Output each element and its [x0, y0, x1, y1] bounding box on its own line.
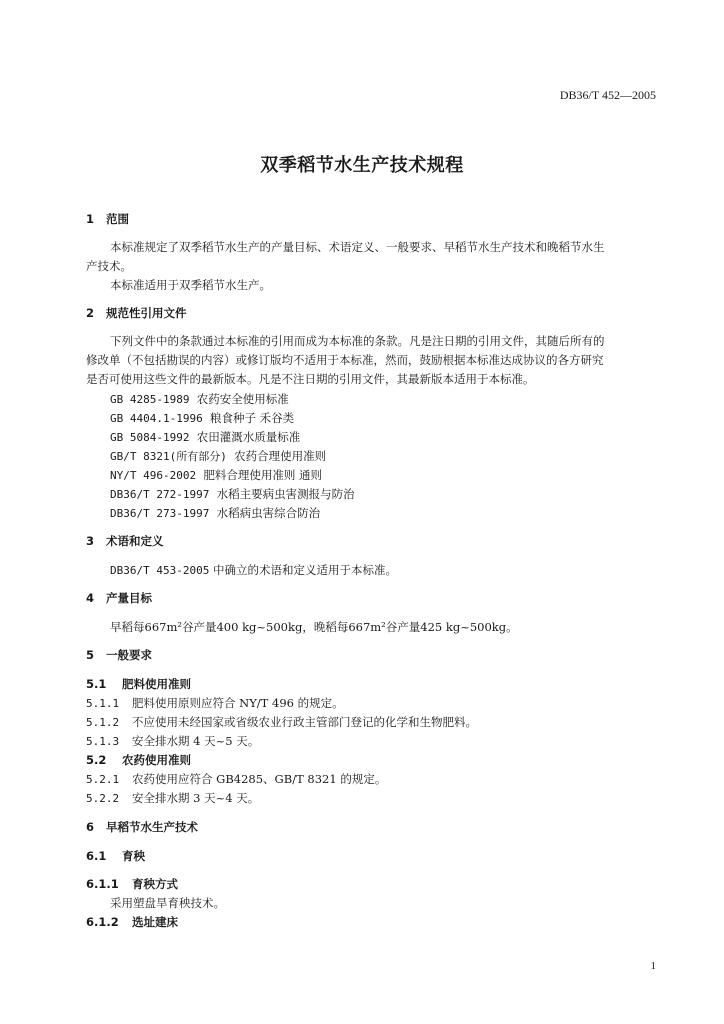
- standard-code: DB36/T 452—2005: [559, 88, 656, 102]
- section-number: 3: [86, 534, 95, 548]
- clause-5-2-1: [86, 772, 386, 787]
- reference-item: [110, 468, 322, 483]
- section-4-paragraph: 早稻每667m²谷产量400 kg~500kg，晚稻每667m²谷产量425 kg~500kg。: [110, 620, 518, 634]
- subsection-5-2-heading: [86, 753, 191, 767]
- reference-name: 肥料合理使用准则 通则: [203, 468, 323, 482]
- clause-6-1-1-heading: [86, 877, 178, 891]
- reference-code: GB 5084-1992: [110, 431, 190, 444]
- section-2-paragraph-line-2: 修改单（不包括勘误的内容）或修订版均不适用于本标准，然而，鼓励根据本标准达成协议的各方研究: [86, 353, 604, 367]
- clause-6-1-2-heading: [86, 915, 178, 929]
- subsection-title: 育秧: [122, 849, 145, 863]
- clause-5-1-2: [86, 715, 477, 730]
- section-2-heading: [86, 306, 187, 320]
- section-title: 早稻节水生产技术: [106, 820, 198, 834]
- reference-item: [110, 392, 289, 407]
- subsection-title: 农药使用准则: [122, 753, 191, 767]
- subsection-number: 6.1: [86, 849, 107, 863]
- section-4-heading: [86, 591, 152, 605]
- section-5-heading: [86, 648, 152, 662]
- clause-title: 育秧方式: [132, 877, 178, 891]
- section-title: 范围: [106, 212, 129, 226]
- reference-item: [110, 411, 294, 426]
- section-3-paragraph: [110, 563, 397, 578]
- clause-text: 安全排水期 4 天~5 天。: [132, 734, 260, 748]
- reference-item: [110, 487, 355, 502]
- subsection-title: 肥料使用准则: [122, 677, 191, 691]
- clause-5-1-3: [86, 734, 259, 749]
- section-number: 2: [86, 306, 95, 320]
- section-1-paragraph-1-line-2: 产技术。: [86, 259, 132, 273]
- clause-5-1-1: [86, 696, 344, 711]
- reference-name: 水稻病虫害综合防治: [216, 506, 321, 520]
- section-number: 1: [86, 212, 95, 226]
- subsection-number: 5.1: [86, 677, 107, 691]
- subsection-6-1-heading: [86, 849, 145, 863]
- paragraph-text: 中确立的术语和定义适用于本标准。: [209, 563, 397, 577]
- section-number: 4: [86, 591, 95, 605]
- reference-code: DB36/T 272-1997: [110, 488, 210, 501]
- clause-5-2-2: [86, 791, 259, 806]
- reference-name: 农田灌溉水质量标准: [196, 430, 301, 444]
- clause-text: 肥料使用原则应符合 NY/T 496 的规定。: [132, 696, 344, 710]
- clause-title: 选址建床: [132, 915, 178, 929]
- clause-number: 5.2.2: [86, 792, 120, 805]
- section-number: 5: [86, 648, 95, 662]
- clause-text: 不应使用未经国家或省级农业行政主管部门登记的化学和生物肥料。: [132, 715, 477, 729]
- reference-code: DB36/T 273-1997: [110, 507, 210, 520]
- clause-text: 安全排水期 3 天~4 天。: [132, 791, 260, 805]
- section-1-paragraph-2: 本标准适用于双季稻节水生产。: [110, 278, 271, 292]
- reference-code: NY/T 496-2002: [110, 469, 197, 482]
- reference-item: [110, 430, 300, 445]
- section-2-paragraph-line-3: 是否可使用这些文件的最新版本。凡是不注日期的引用文件，其最新版本适用于本标准。: [86, 372, 535, 386]
- reference-name: 农药安全使用标准: [196, 392, 289, 406]
- reference-name: 粮食种子 禾谷类: [210, 411, 295, 425]
- reference-item: [110, 506, 320, 521]
- section-title: 一般要求: [106, 648, 152, 662]
- section-2-paragraph-line-1: 下列文件中的条款通过本标准的引用而成为本标准的条款。凡是注日期的引用文件，其随后所有的: [110, 334, 605, 348]
- clause-text: 农药使用应符合 GB4285、GB/T 8321 的规定。: [132, 772, 387, 786]
- section-number: 6: [86, 820, 95, 834]
- standard-reference-code: DB36/T 453-2005: [110, 564, 210, 577]
- clause-number: 5.1.3: [86, 735, 120, 748]
- reference-item: [110, 449, 326, 464]
- subsection-number: 5.2: [86, 753, 107, 767]
- section-1-paragraph-1-line-1: 本标准规定了双季稻节水生产的产量目标、术语定义、一般要求、早稻节水生产技术和晚稻节水生: [110, 240, 605, 254]
- clause-number: 6.1.2: [86, 915, 119, 929]
- reference-name: 水稻主要病虫害测报与防治: [216, 487, 355, 501]
- page-number: 1: [650, 960, 656, 972]
- section-6-heading: [86, 820, 198, 834]
- reference-code: GB/T 8321(所有部分): [110, 450, 227, 463]
- section-3-heading: [86, 534, 164, 548]
- clause-number: 5.1.1: [86, 697, 120, 710]
- reference-name: 农药合理使用准则: [234, 449, 327, 463]
- section-title: 规范性引用文件: [106, 306, 187, 320]
- clause-number: 5.2.1: [86, 773, 120, 786]
- reference-code: GB 4285-1989: [110, 393, 190, 406]
- clause-6-1-1-text: 采用塑盘旱育秧技术。: [110, 896, 225, 910]
- subsection-5-1-heading: [86, 677, 191, 691]
- section-title: 产量目标: [106, 591, 152, 605]
- reference-code: GB 4404.1-1996: [110, 412, 203, 425]
- section-title: 术语和定义: [106, 534, 164, 548]
- clause-number: 6.1.1: [86, 877, 119, 891]
- document-title: 双季稻节水生产技术规程: [260, 155, 464, 176]
- section-1-heading: [86, 212, 129, 226]
- clause-number: 5.1.2: [86, 716, 120, 729]
